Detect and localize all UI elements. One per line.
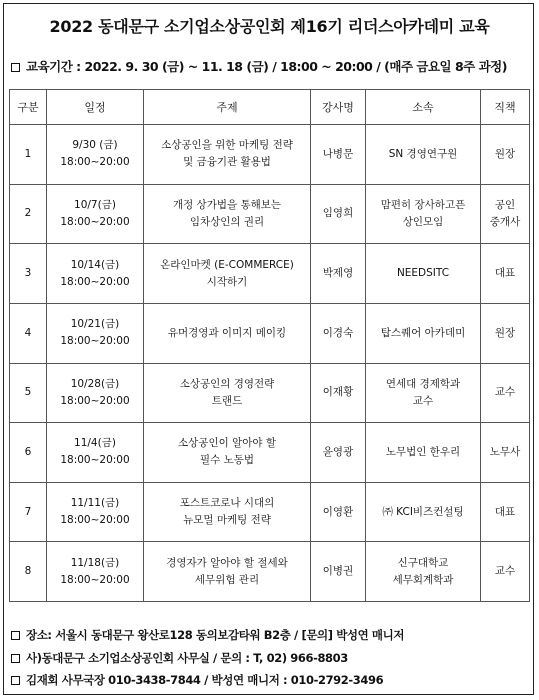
cell-lecturer: 이병권 <box>311 542 366 602</box>
cell-lecturer: 이재황 <box>311 363 366 423</box>
header-no: 구분 <box>10 90 47 125</box>
cell-affiliation: 신구대학교 세무회계학과 <box>366 542 481 602</box>
cell-affiliation: 탑스퀘어 아카데미 <box>366 303 481 363</box>
footer-venue-text: 장소: 서울시 동대문구 왕산로128 동의보감타워 B2층 / [문의] 박성연 매니저 <box>26 628 405 642</box>
cell-lecturer: 이경숙 <box>311 303 366 363</box>
cell-lecturer: 이영환 <box>311 482 366 542</box>
cell-date: 11/11(금) 18:00~20:00 <box>47 482 144 542</box>
education-period-text: 교육기간 : 2022. 9. 30 (금) ~ 11. 18 (금) / 18:00 ~ 20:00 / (매주 금요일 8주 과정) <box>26 59 507 74</box>
cell-lecturer: 박제영 <box>311 244 366 304</box>
footer-contacts <box>11 672 383 688</box>
header-topic: 주제 <box>144 90 311 125</box>
table-row <box>10 303 530 363</box>
cell-no: 4 <box>10 303 47 363</box>
cell-no: 5 <box>10 363 47 423</box>
cell-position: 노무사 <box>481 423 530 483</box>
education-period <box>11 57 507 75</box>
document-title: 2022 동대문구 소기업소상공인회 제16기 리더스아카데미 교육 <box>49 17 490 36</box>
header-lecturer: 강사명 <box>311 90 366 125</box>
cell-affiliation: 연세대 경제학과 교수 <box>366 363 481 423</box>
cell-date: 9/30 (금) 18:00~20:00 <box>47 125 144 185</box>
table-row <box>10 363 530 423</box>
table-row <box>10 184 530 244</box>
footer-office <box>11 650 348 666</box>
cell-position: 공인 중개사 <box>481 184 530 244</box>
cell-no: 7 <box>10 482 47 542</box>
cell-date: 10/21(금) 18:00~20:00 <box>47 303 144 363</box>
cell-topic: 온라인마켓 (E-COMMERCE) 시작하기 <box>144 244 311 304</box>
cell-no: 2 <box>10 184 47 244</box>
cell-lecturer: 임영희 <box>311 184 366 244</box>
table-header-row <box>10 90 530 125</box>
cell-topic: 소상공인을 위한 마케팅 전략 및 금융기관 활용법 <box>144 125 311 185</box>
table-row <box>10 423 530 483</box>
cell-topic: 소상공인이 알아야 할 필수 노동법 <box>144 423 311 483</box>
cell-date: 10/7(금) 18:00~20:00 <box>47 184 144 244</box>
checkbox-icon <box>11 654 20 663</box>
checkbox-icon <box>11 63 20 72</box>
cell-no: 8 <box>10 542 47 602</box>
footer-office-text: 사)동대문구 소기업소상공인회 사무실 / 문의 : T, 02) 966-8803 <box>26 651 348 665</box>
footer-contacts-text: 김재회 사무국장 010-3438-7844 / 박성연 매니저 : 010-2792-3496 <box>26 673 384 687</box>
cell-no: 1 <box>10 125 47 185</box>
cell-topic: 포스트코로나 시대의 뉴모멀 마케팅 전략 <box>144 482 311 542</box>
cell-lecturer: 윤영광 <box>311 423 366 483</box>
cell-affiliation: 맘편히 장사하고픈 상인모임 <box>366 184 481 244</box>
cell-date: 10/14(금) 18:00~20:00 <box>47 244 144 304</box>
cell-date: 11/18(금) 18:00~20:00 <box>47 542 144 602</box>
header-position: 직책 <box>481 90 530 125</box>
cell-topic: 유머경영과 이미지 메이킹 <box>144 303 311 363</box>
table-row <box>10 542 530 602</box>
footer-venue <box>11 627 404 643</box>
cell-position: 원장 <box>481 303 530 363</box>
checkbox-icon <box>11 676 20 685</box>
cell-affiliation: ㈜ KCI비즈컨설팅 <box>366 482 481 542</box>
cell-no: 6 <box>10 423 47 483</box>
cell-date: 10/28(금) 18:00~20:00 <box>47 363 144 423</box>
cell-date: 11/4(금) 18:00~20:00 <box>47 423 144 483</box>
cell-affiliation: 노무법인 한우리 <box>366 423 481 483</box>
cell-topic: 소상공인의 경영전략 트랜드 <box>144 363 311 423</box>
cell-topic: 개정 상가법을 통해보는 임차상인의 권리 <box>144 184 311 244</box>
checkbox-icon <box>11 631 20 640</box>
cell-position: 교수 <box>481 542 530 602</box>
table-row <box>10 125 530 185</box>
cell-topic: 경영자가 알아야 할 절세와 세무위험 관리 <box>144 542 311 602</box>
cell-position: 교수 <box>481 363 530 423</box>
cell-lecturer: 나병문 <box>311 125 366 185</box>
cell-no: 3 <box>10 244 47 304</box>
schedule-table <box>9 89 530 602</box>
cell-affiliation: NEEDSITC <box>366 244 481 304</box>
table-row <box>10 482 530 542</box>
cell-affiliation: SN 경영연구원 <box>366 125 481 185</box>
cell-position: 대표 <box>481 244 530 304</box>
table-row <box>10 244 530 304</box>
cell-position: 원장 <box>481 125 530 185</box>
header-affiliation: 소속 <box>366 90 481 125</box>
cell-position: 대표 <box>481 482 530 542</box>
header-date: 일정 <box>47 90 144 125</box>
